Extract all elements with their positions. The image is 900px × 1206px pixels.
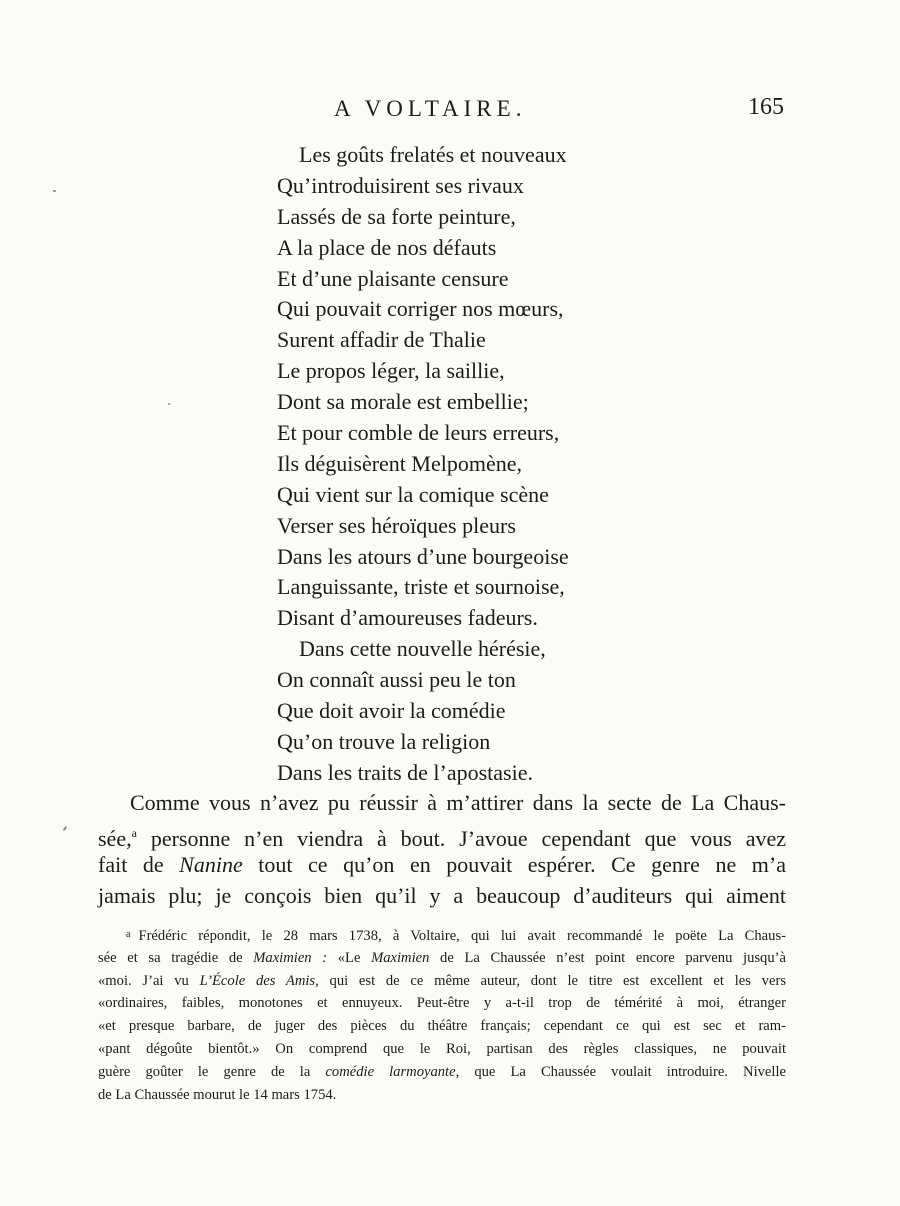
footnote — [98, 924, 786, 1106]
verse-line: Verser ses héroïques pleurs — [277, 512, 516, 538]
prose-line: sée,$^a$ personne n’en viendra à bout. J’avoue cependant que vous avez — [98, 826, 786, 851]
verse-line: Qui pouvait corriger nos mœurs, — [277, 296, 564, 322]
footnote-line: «pant dégoûte bientôt.» On comprend que le Roi, partisan des règles classiques, ne pouvait — [98, 1040, 786, 1057]
work-title: Nanine — [179, 852, 243, 877]
footnote-line: de La Chaussée mourut le 14 mars 1754. — [98, 1086, 337, 1103]
paper-speck — [168, 403, 170, 405]
footnote-marker: a — [126, 929, 131, 940]
verse-line: On connaît aussi peu le ton — [277, 667, 516, 693]
paper-speck — [63, 826, 68, 831]
paper-speck — [53, 190, 56, 192]
footnote-line: sée et sa tragédie de Maximien : «Le Maximien de La Chaussée n’est point encore parvenu jusqu’à — [98, 949, 786, 966]
prose-paragraph — [98, 787, 786, 911]
verse-line: Qu’on trouve la religion — [277, 728, 491, 754]
verse-line: Qu’introduisirent ses rivaux — [277, 172, 524, 198]
verse-line: Dans les traits de l’apostasie. — [277, 759, 533, 785]
verse-line: Dans cette nouvelle hérésie, — [299, 636, 546, 662]
verse-line: Dont sa morale est embellie; — [277, 389, 529, 415]
prose-line: jamais plu; je conçois bien qu’il y a beaucoup d’auditeurs qui aiment — [98, 883, 786, 908]
verse-line: A la place de nos défauts — [277, 234, 497, 260]
footnote-line: $^a$ Frédéric répondit, le 28 mars 1738, à Voltaire, qui lui avait recommandé le poëte La Chaus- — [126, 928, 786, 944]
footnote-line: guère goûter le genre de la comédie larmoyante, que La Chaussée voulait introduire. Nivelle — [98, 1063, 786, 1080]
verse-line: Le propos léger, la saillie, — [277, 358, 505, 384]
verse-line: Surent affadir de Thalie — [277, 327, 486, 353]
footnote-line: «moi. J’ai vu L’École des Amis, qui est de ce même auteur, dont le titre est excellent et les vers — [98, 972, 786, 989]
running-head — [0, 96, 900, 126]
running-title: A VOLTAIRE. — [334, 96, 527, 121]
verse-line: Ils déguisèrent Melpomène, — [277, 450, 522, 476]
prose-line: fait de Nanine tout ce qu’on en pouvait espérer. Ce genre ne m’a — [98, 852, 786, 877]
verse-line: Dans les atours d’une bourgeoise — [277, 543, 569, 569]
verse-line: Que doit avoir la comédie — [277, 698, 506, 724]
footnote-line: «ordinaires, faibles, monotones et ennuyeux. Peut-être y a-t-il trop de témérité à moi, étranger — [98, 995, 786, 1012]
footnote-reference: a — [131, 826, 137, 840]
poem — [277, 140, 569, 789]
verse-line: Languissante, triste et sournoise, — [277, 574, 565, 600]
verse-line: Lassés de sa forte peinture, — [277, 203, 516, 229]
verse-line: Et d’une plaisante censure — [277, 265, 509, 291]
prose-line: Comme vous n’avez pu réussir à m’attirer dans la secte de La Chaus- — [130, 790, 786, 815]
verse-line: Et pour comble de leurs erreurs, — [277, 420, 560, 446]
footnote-line: «et presque barbare, de juger des pièces du théâtre français; cependant ce qui est sec et ram- — [98, 1018, 786, 1035]
verse-line: Qui vient sur la comique scène — [277, 481, 549, 507]
page-number: 165 — [748, 94, 784, 120]
verse-line: Les goûts frelatés et nouveaux — [299, 142, 567, 167]
verse-line: Disant d’amoureuses fadeurs. — [277, 605, 538, 631]
